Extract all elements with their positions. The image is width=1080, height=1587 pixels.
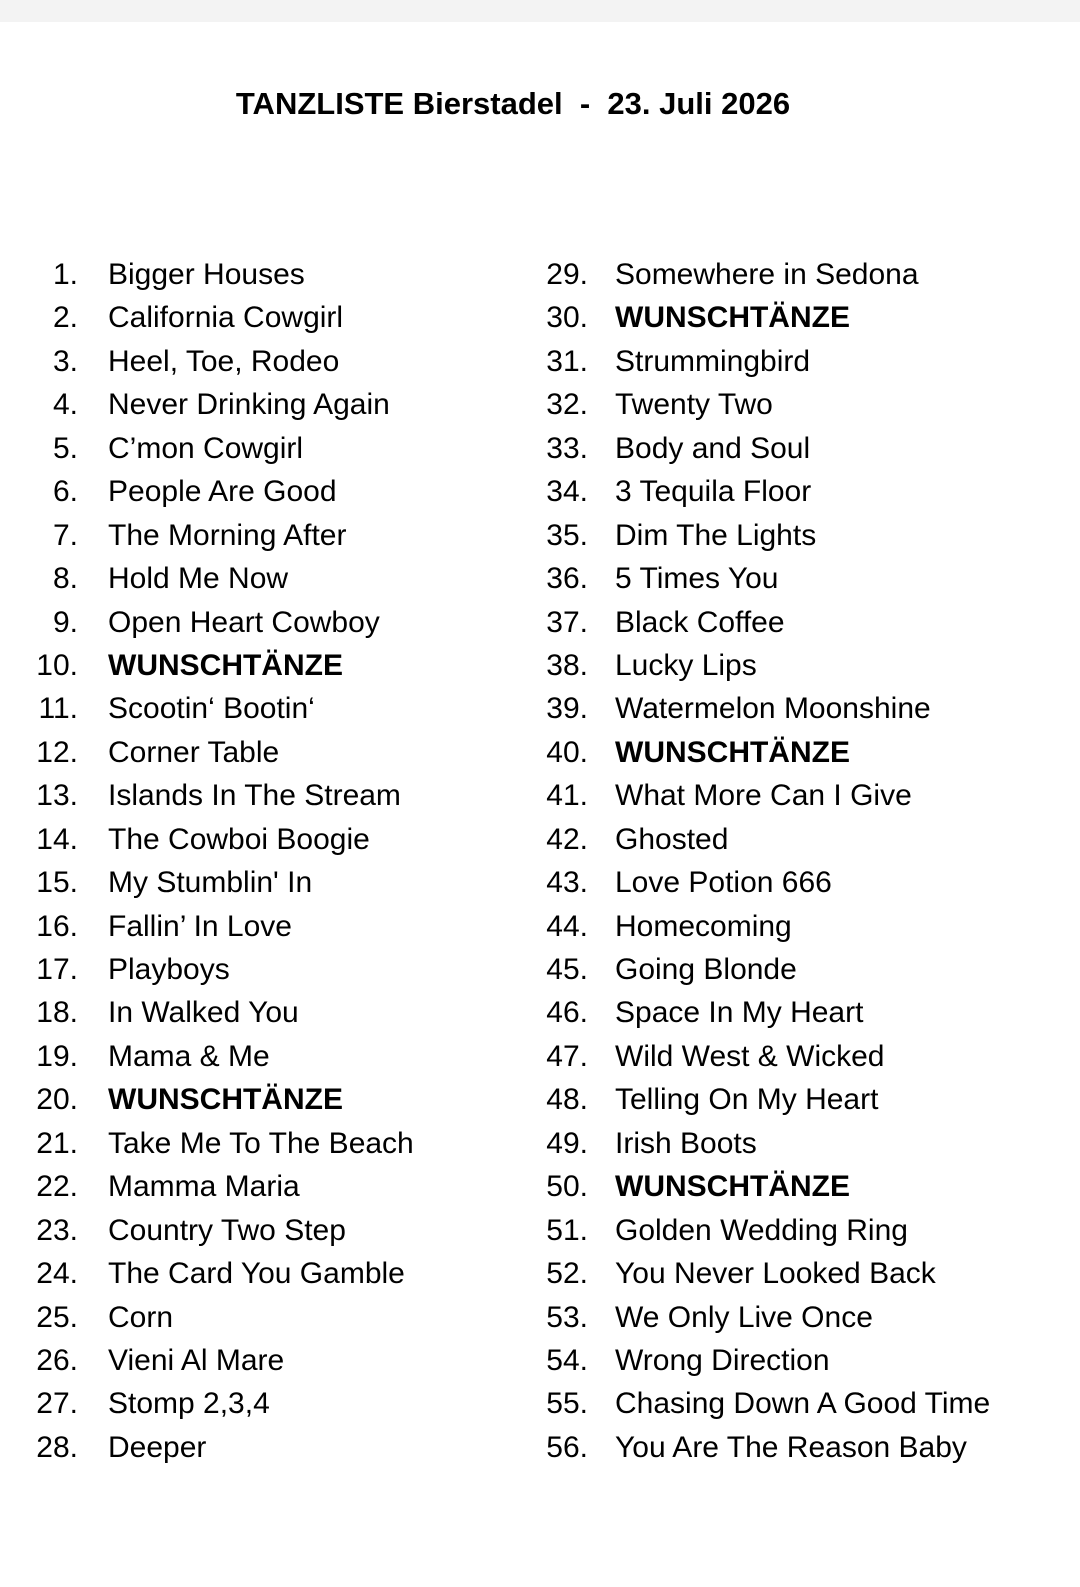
list-item [0, 470, 337, 513]
list-item-number: 55. [546, 1387, 588, 1421]
song-title: Corn [108, 1300, 174, 1334]
song-title: Love Potion 666 [615, 866, 832, 900]
list-item [0, 1122, 414, 1165]
list-item [506, 1078, 879, 1121]
list-item-number: 56. [546, 1430, 588, 1464]
song-title: Wrong Direction [615, 1343, 830, 1377]
list-item-number: 9. [52, 605, 78, 639]
list-item-number: 29. [546, 258, 588, 291]
request-dances-label: WUNSCHTÄNZE [108, 648, 343, 682]
song-title: 3 Tequila Floor [615, 475, 812, 509]
list-item [506, 1209, 908, 1252]
list-item-number: 7. [52, 518, 78, 552]
song-title: You Are The Reason Baby [615, 1430, 967, 1464]
list-item [506, 774, 912, 817]
song-title: Twenty Two [615, 388, 773, 422]
list-item [506, 731, 850, 774]
dance-list-right [506, 253, 991, 1469]
song-title: Bigger Houses [108, 258, 305, 291]
list-item [506, 427, 811, 470]
list-item [506, 601, 785, 644]
list-item [0, 1165, 300, 1208]
list-item [0, 514, 347, 557]
list-item-number: 23. [36, 1213, 78, 1247]
song-title: Black Coffee [615, 605, 785, 639]
list-item [506, 296, 850, 339]
list-item [506, 1165, 850, 1208]
song-title: Playboys [108, 953, 230, 986]
song-title: Chasing Down A Good Time [615, 1387, 991, 1421]
song-title: The Morning After [108, 518, 347, 552]
list-item-number: 1. [52, 258, 78, 291]
song-title: What More Can I Give [615, 779, 912, 813]
list-item-number: 51. [546, 1213, 588, 1247]
list-item [0, 861, 313, 904]
list-item [506, 340, 811, 383]
list-item-number: 34. [546, 475, 588, 509]
list-item [0, 774, 401, 817]
list-item [506, 1339, 830, 1382]
list-item-number: 22. [36, 1170, 78, 1204]
song-title: Mamma Maria [108, 1170, 300, 1204]
list-item-number: 13. [36, 779, 78, 813]
list-item-number: 53. [546, 1300, 588, 1334]
list-item [0, 644, 343, 687]
request-dances-label: WUNSCHTÄNZE [615, 301, 850, 335]
song-title: Body and Soul [615, 431, 811, 465]
list-item-number: 21. [36, 1126, 78, 1160]
list-item [0, 991, 299, 1034]
song-title: Space In My Heart [615, 996, 864, 1030]
song-title: Lucky Lips [615, 648, 757, 682]
list-item-number: 47. [546, 1039, 588, 1073]
list-item [506, 383, 773, 426]
song-title: Heel, Toe, Rodeo [108, 344, 340, 378]
song-title: Irish Boots [615, 1126, 757, 1160]
list-item [506, 1122, 757, 1165]
song-title: Vieni Al Mare [108, 1343, 285, 1377]
song-title: C’mon Cowgirl [108, 431, 304, 465]
list-item [506, 991, 864, 1034]
list-item-number: 37. [546, 605, 588, 639]
list-item-number: 33. [546, 431, 588, 465]
list-item [506, 514, 817, 557]
list-item [0, 1252, 405, 1295]
list-item [506, 470, 812, 513]
list-item [0, 1296, 174, 1339]
list-item [0, 1426, 207, 1469]
song-title: Dim The Lights [615, 518, 817, 552]
song-title: Ghosted [615, 822, 729, 856]
list-item-number: 46. [546, 996, 588, 1030]
song-title: Watermelon Moonshine [615, 692, 931, 726]
song-title: Corner Table [108, 735, 280, 769]
song-title: Somewhere in Sedona [615, 258, 919, 291]
list-item-number: 3. [52, 344, 78, 378]
list-item [506, 818, 729, 861]
song-title: 5 Times You [615, 562, 779, 596]
list-item-number: 28. [36, 1430, 78, 1464]
list-item-number: 41. [546, 779, 588, 813]
list-item-number: 50. [546, 1170, 588, 1204]
list-item-number: 25. [36, 1300, 78, 1334]
list-item [0, 1035, 270, 1078]
list-item [0, 601, 380, 644]
list-item [506, 253, 919, 296]
list-item-number: 44. [546, 909, 588, 943]
list-item [0, 557, 289, 600]
top-bar [0, 0, 1080, 22]
list-item-number: 20. [36, 1083, 78, 1117]
song-title: We Only Live Once [615, 1300, 873, 1334]
list-item [506, 1382, 991, 1425]
list-item [0, 296, 344, 339]
list-item-number: 16. [36, 909, 78, 943]
list-item-number: 39. [546, 692, 588, 726]
song-title: Stomp 2,3,4 [108, 1387, 270, 1421]
song-title: Going Blonde [615, 953, 797, 986]
list-item-number: 30. [546, 301, 588, 335]
list-item-number: 31. [546, 344, 588, 378]
list-item [0, 818, 370, 861]
page-title: TANZLISTE Bierstadel - 23. Juli 2026 [235, 86, 791, 121]
list-item [0, 1209, 346, 1252]
list-item [0, 253, 305, 296]
request-dances-label: WUNSCHTÄNZE [615, 735, 850, 769]
list-item-number: 42. [546, 822, 588, 856]
song-title: People Are Good [108, 475, 337, 509]
song-title: Scootin‘ Bootin‘ [108, 692, 315, 726]
list-item-number: 8. [52, 562, 78, 596]
song-title: The Cowboi Boogie [108, 822, 370, 856]
list-item [0, 427, 304, 470]
list-item-number: 49. [546, 1126, 588, 1160]
list-item [506, 1426, 967, 1469]
song-title: Wild West & Wicked [615, 1039, 885, 1073]
list-item [0, 948, 230, 991]
song-title: Golden Wedding Ring [615, 1213, 908, 1247]
list-item-number: 18. [36, 996, 78, 1030]
list-item-number: 2. [52, 301, 78, 335]
song-title: Take Me To The Beach [108, 1126, 414, 1160]
list-item-number: 14. [36, 822, 78, 856]
list-item [506, 644, 757, 687]
list-item [506, 948, 797, 991]
list-item-number: 54. [546, 1343, 588, 1377]
list-item-number: 19. [36, 1039, 78, 1073]
list-item [506, 1296, 873, 1339]
song-title: Never Drinking Again [108, 388, 390, 422]
list-item [0, 340, 340, 383]
song-title: Country Two Step [108, 1213, 346, 1247]
list-item-number: 48. [546, 1083, 588, 1117]
song-title: In Walked You [108, 996, 299, 1030]
list-item [506, 1252, 936, 1295]
song-title: Fallin’ In Love [108, 909, 292, 943]
list-item-number: 27. [36, 1387, 78, 1421]
list-item-number: 36. [546, 562, 588, 596]
list-item [0, 383, 390, 426]
list-item [506, 905, 792, 948]
list-item-number: 5. [52, 431, 78, 465]
list-item-number: 15. [36, 866, 78, 900]
list-item-number: 32. [546, 388, 588, 422]
list-item-number: 12. [36, 735, 78, 769]
list-item-number: 17. [36, 953, 78, 986]
song-title: California Cowgirl [108, 301, 344, 335]
list-item-number: 43. [546, 866, 588, 900]
list-item [0, 905, 292, 948]
list-item [0, 1339, 285, 1382]
list-item [506, 687, 931, 730]
list-item-number: 11. [38, 692, 78, 726]
song-title: Telling On My Heart [615, 1083, 879, 1117]
list-item [506, 861, 832, 904]
list-item-number: 24. [36, 1257, 78, 1291]
list-item [506, 1035, 885, 1078]
song-title: Open Heart Cowboy [108, 605, 380, 639]
song-title: Islands In The Stream [108, 779, 401, 813]
list-item-number: 40. [546, 735, 588, 769]
list-item-number: 38. [546, 648, 588, 682]
dance-list-left [0, 253, 414, 1469]
song-title: Hold Me Now [108, 562, 289, 596]
list-item [0, 731, 280, 774]
request-dances-label: WUNSCHTÄNZE [615, 1170, 850, 1204]
song-title: Deeper [108, 1430, 207, 1464]
list-item [0, 1078, 343, 1121]
list-item-number: 6. [52, 475, 78, 509]
list-item [0, 687, 315, 730]
list-item-number: 52. [546, 1257, 588, 1291]
list-item-number: 45. [546, 953, 588, 986]
song-title: Homecoming [615, 909, 792, 943]
song-title: My Stumblin' In [108, 866, 313, 900]
song-title: Mama & Me [108, 1039, 270, 1073]
list-item-number: 26. [36, 1343, 78, 1377]
song-title: Strummingbird [615, 344, 811, 378]
list-item [0, 1382, 270, 1425]
song-title: The Card You Gamble [108, 1257, 405, 1291]
song-title: You Never Looked Back [615, 1257, 936, 1291]
list-item-number: 4. [52, 388, 78, 422]
list-item [506, 557, 779, 600]
list-item-number: 35. [546, 518, 588, 552]
list-item-number: 10. [36, 648, 78, 682]
request-dances-label: WUNSCHTÄNZE [108, 1083, 343, 1117]
